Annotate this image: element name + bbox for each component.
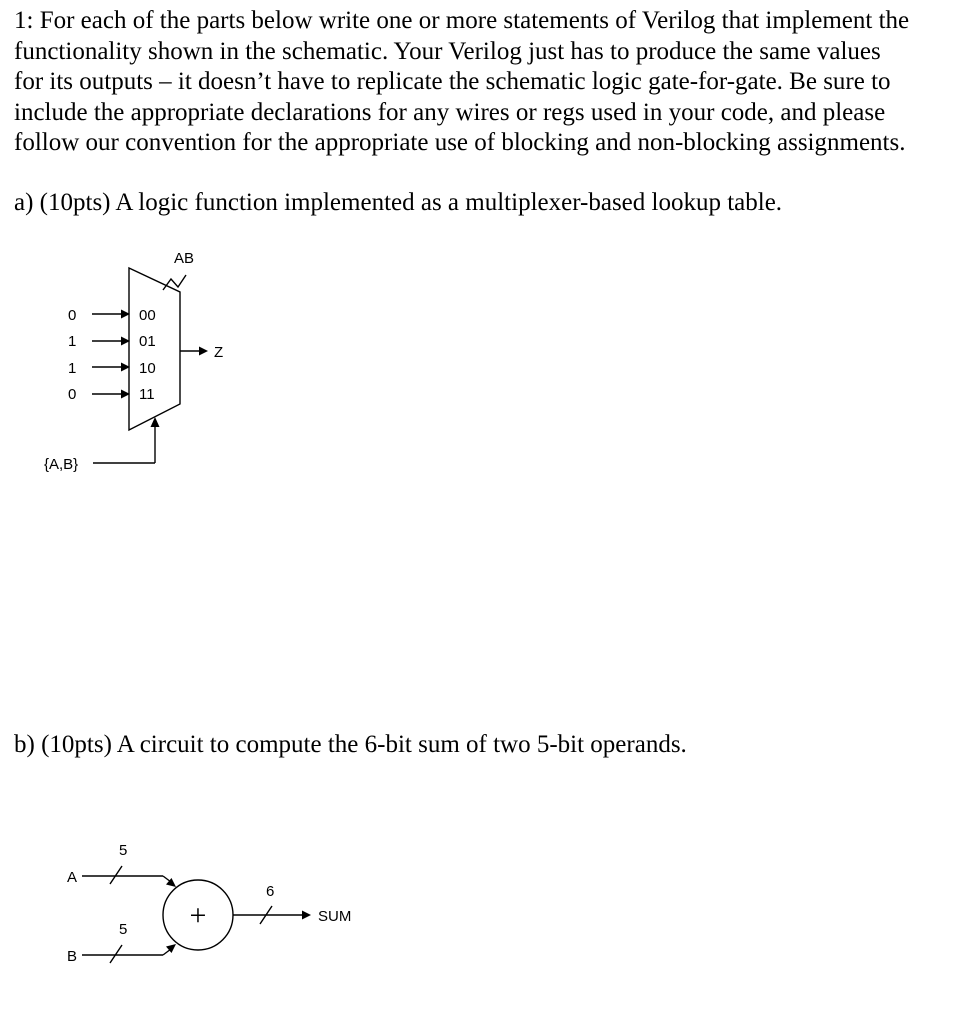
problem-statement-line: for its outputs – it doesn’t have to replicate the schematic logic gate-for-gate. Be sure to (14, 68, 891, 95)
arrow-right-icon (199, 347, 208, 356)
adder-output-width: 6 (266, 883, 275, 900)
arrow-right-icon (302, 911, 311, 920)
bus-width-slash-icon (260, 906, 272, 924)
adder-input-a-wire (163, 876, 171, 882)
mux-input-value: 1 (68, 333, 77, 350)
mux-input-value: 1 (68, 360, 77, 377)
select-squiggle-icon (163, 275, 186, 290)
mux-port-label: 01 (139, 333, 156, 350)
adder-circle (163, 880, 233, 950)
adder-input-a-label: A (67, 869, 78, 886)
adder-input-a-width: 5 (119, 842, 128, 859)
mux-port-label: 10 (139, 360, 156, 377)
mux-port-label: 11 (139, 386, 155, 403)
problem-statement-line: 1: For each of the parts below write one or more statements of Verilog that implement the (14, 7, 910, 34)
mux-select-source-label: {A,B} (44, 456, 79, 473)
mux-input-value: 0 (68, 386, 77, 403)
arrow-diag-up-icon (166, 944, 176, 953)
adder-output-label: SUM (318, 908, 352, 925)
arrow-diag-down-icon (166, 878, 176, 887)
adder-input-b-label: B (67, 948, 78, 965)
adder-operator-symbol: + (189, 899, 207, 932)
bus-width-slash-icon (110, 945, 122, 963)
part-a-heading: a) (10pts) A logic function implemented as a multiplexer-based lookup table. (14, 189, 783, 216)
problem-statement-line: include the appropriate declarations for any wires or regs used in your code, and please (14, 98, 886, 126)
adder-input-b-wire (163, 949, 171, 955)
adder-input-b-width: 5 (119, 921, 128, 938)
mux-select-label: AB (174, 250, 195, 267)
problem-statement-line: functionality shown in the schematic. Your Verilog just has to produce the same values (14, 37, 881, 65)
mux-output-label: Z (214, 344, 224, 361)
problem-statement-line: follow our convention for the appropriate use of blocking and non-blocking assignments. (14, 129, 906, 156)
mux-port-label: 00 (139, 307, 156, 324)
part-b-heading: b) (10pts) A circuit to compute the 6-bit sum of two 5-bit operands. (14, 731, 687, 758)
bus-width-slash-icon (110, 866, 122, 884)
mux-input-value: 0 (68, 307, 77, 324)
